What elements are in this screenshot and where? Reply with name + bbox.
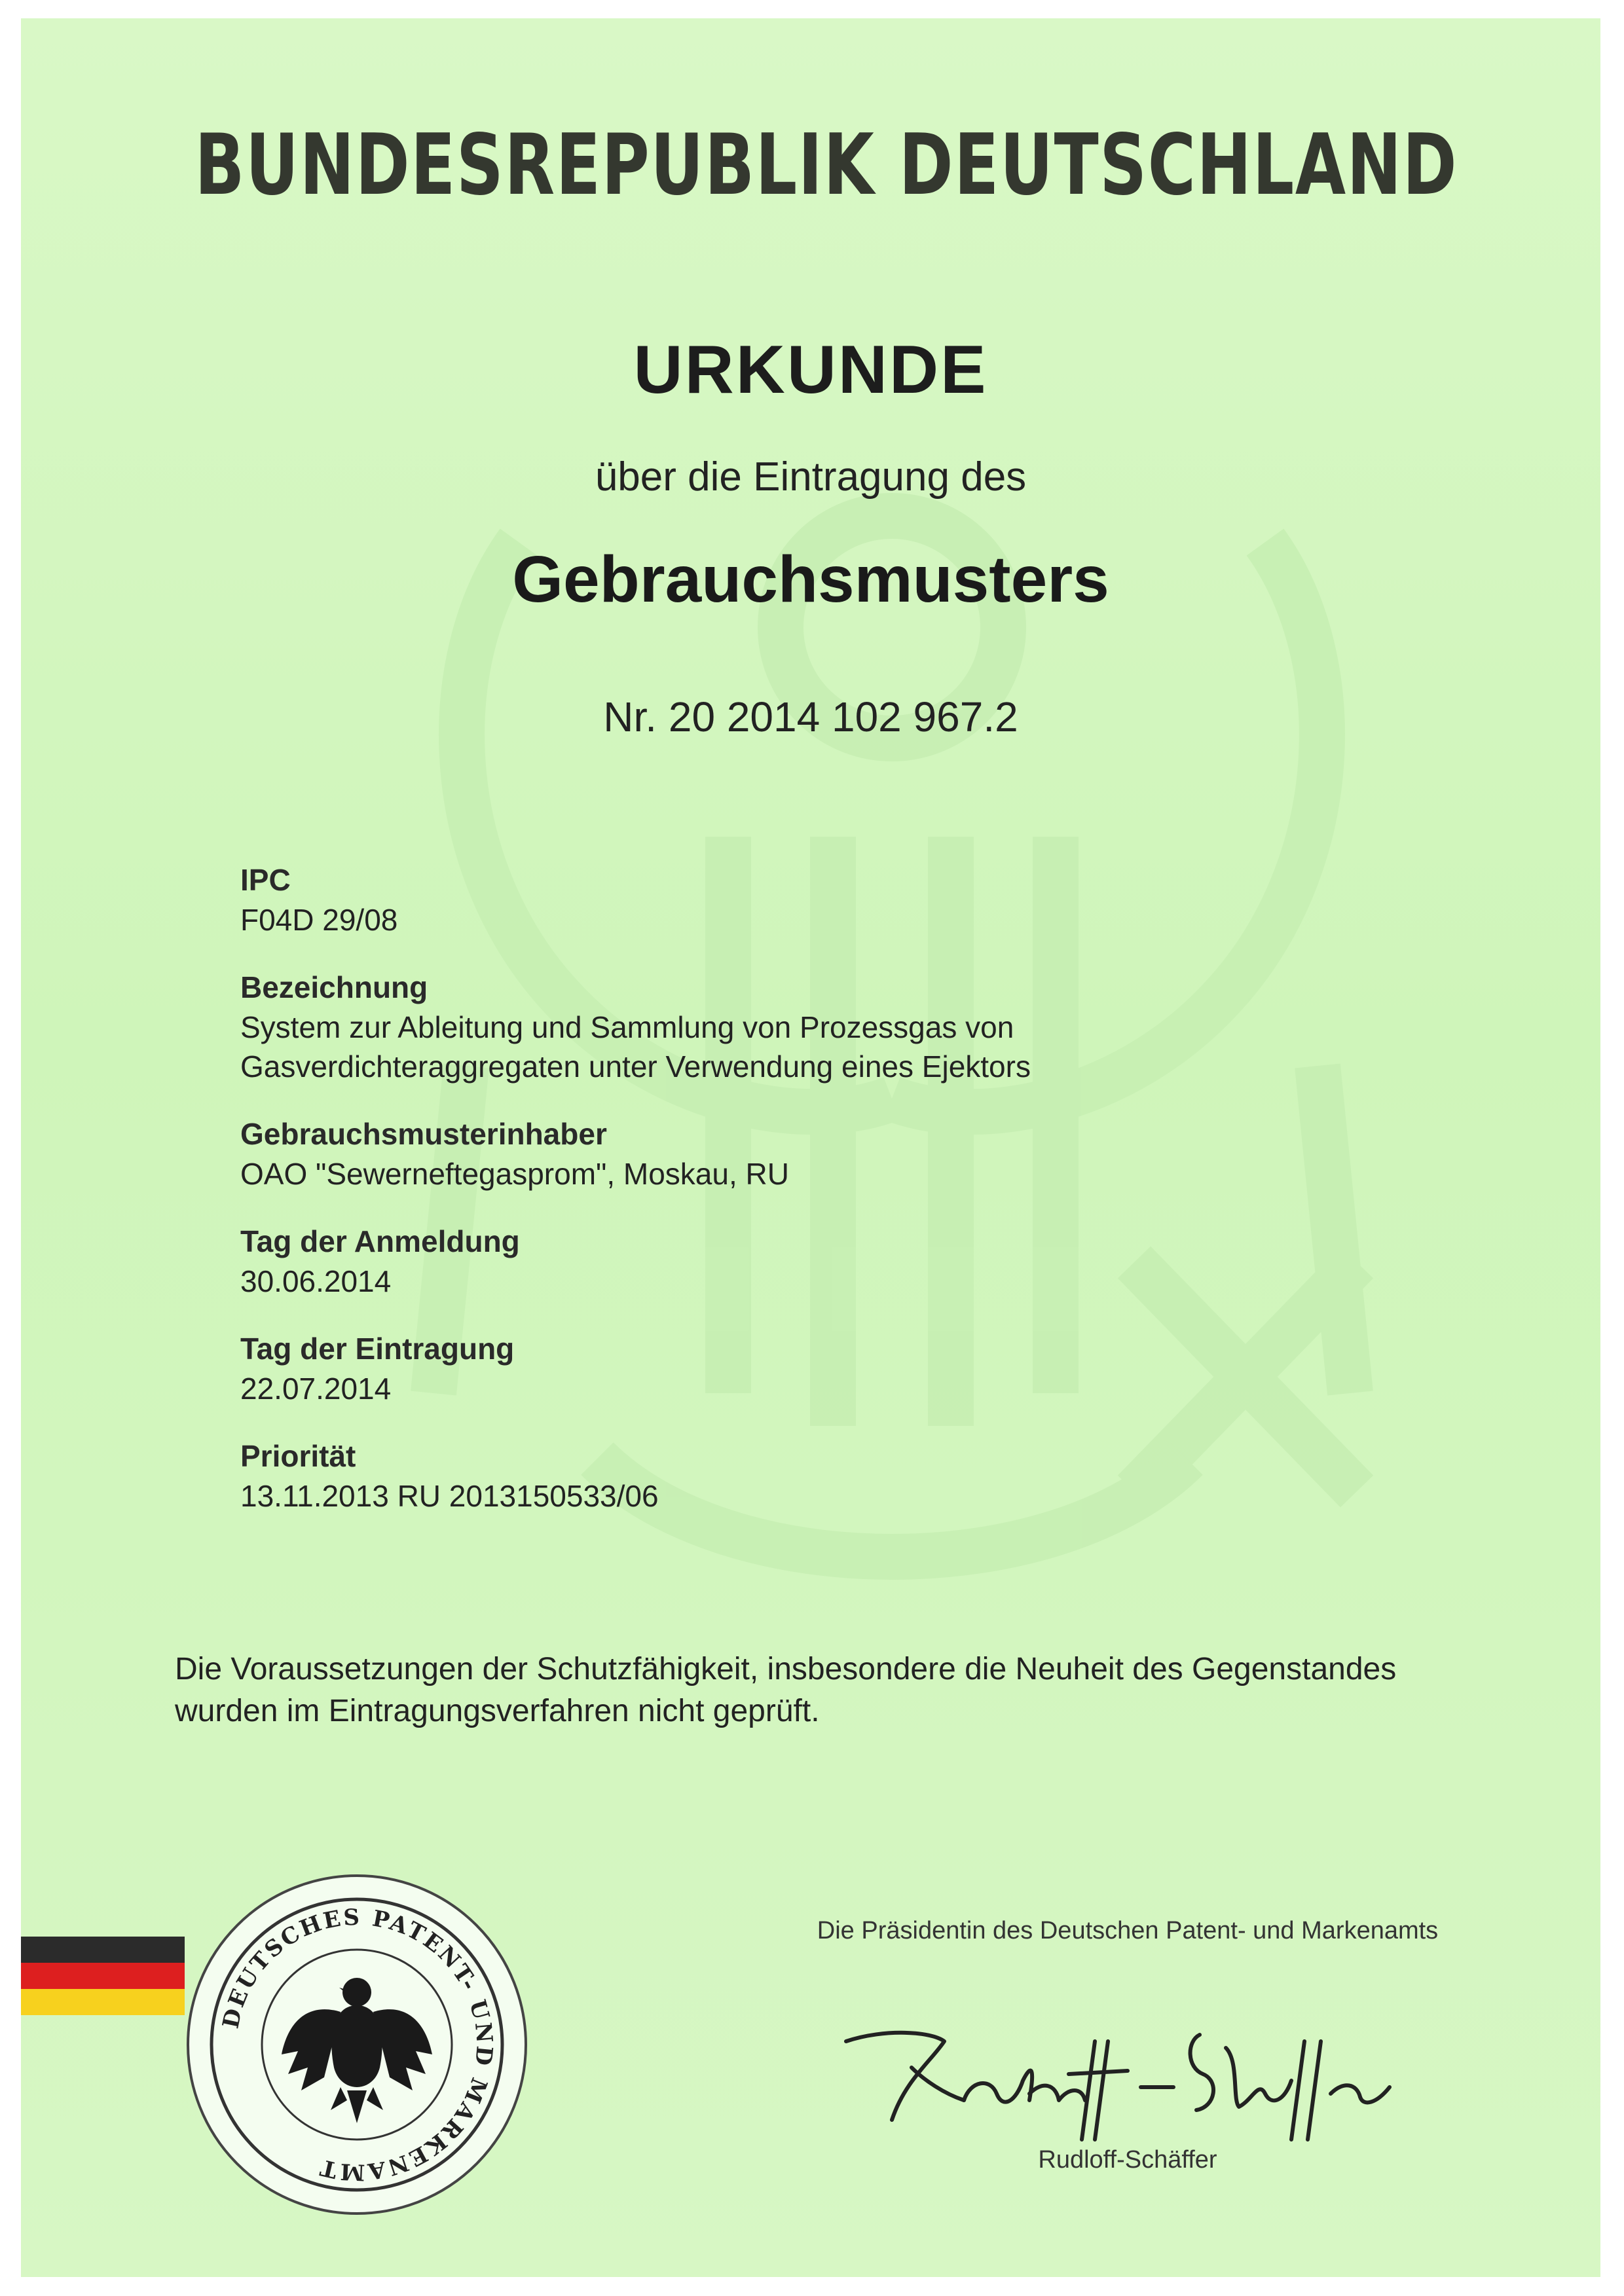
official-seal	[183, 1871, 530, 2218]
field-value-priority: 13.11.2013 RU 2013150533/06	[240, 1479, 659, 1513]
field-value-filing-date: 30.06.2014	[240, 1264, 392, 1298]
seal-text: DEUTSCHES PATENT- UND MARKENAMT	[217, 1904, 498, 2185]
signer-name: Rudloff-Schäffer	[1038, 2146, 1217, 2174]
document-type: Gebrauchsmusters	[512, 543, 1109, 616]
notice-line-1: Die Voraussetzungen der Schutzfähigkeit, insbesondere die Neuheit des Gegenstandes	[175, 1652, 1397, 1686]
country-heading: BUNDESREPUBLIK DEUTSCHLAND	[194, 117, 1458, 214]
authority-line: Die Präsidentin des Deutschen Patent- und Markenamts	[817, 1917, 1439, 1944]
document-subtitle: über die Eintragung des	[595, 454, 1027, 500]
field-value-designation	[240, 1008, 1485, 1086]
handwritten-signature	[833, 2002, 1422, 2146]
designation-line-1: System zur Ableitung und Sammlung von Prozessgas von	[240, 1010, 1014, 1044]
document-title: URKUNDE	[633, 332, 988, 408]
notice-line-2: wurden im Eintragungsverfahren nicht geprüft.	[175, 1694, 820, 1728]
field-value-holder: OAO "Sewerneftegasprom", Moskau, RU	[240, 1157, 789, 1191]
field-label-registration-date: Tag der Eintragung	[240, 1332, 515, 1366]
examination-notice	[175, 1649, 1517, 1732]
designation-line-2: Gasverdichteraggregaten unter Verwendung eines Ejektors	[240, 1049, 1031, 1084]
registration-number: Nr. 20 2014 102 967.2	[603, 693, 1018, 740]
field-label-priority: Priorität	[240, 1439, 356, 1473]
certificate-sheet	[21, 18, 1600, 2277]
field-label-designation: Bezeichnung	[240, 970, 428, 1004]
field-label-ipc: IPC	[240, 863, 291, 897]
field-label-filing-date: Tag der Anmeldung	[240, 1224, 520, 1258]
field-label-holder: Gebrauchsmusterinhaber	[240, 1117, 607, 1151]
flag-stripe-black	[21, 1937, 185, 1963]
field-value-registration-date: 22.07.2014	[240, 1372, 392, 1406]
flag-stripe-gold	[21, 1989, 185, 2015]
flag-stripe-red	[21, 1963, 185, 1989]
field-value-ipc: F04D 29/08	[240, 903, 398, 937]
registration-fields	[240, 860, 1485, 1543]
